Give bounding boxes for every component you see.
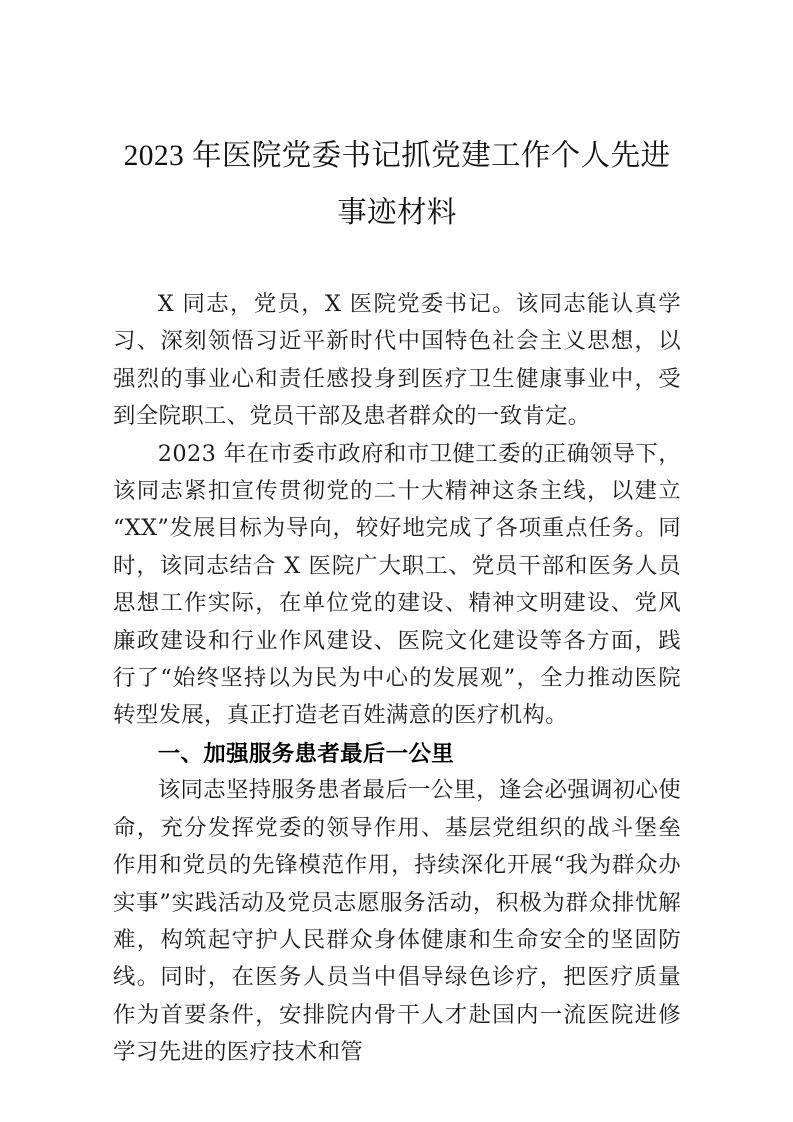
paragraph-intro: X 同志，党员，X 医院党委书记。该同志能认真学习、深刻领悟习近平新时代中国特色社会主义思想，以强烈的事业心和责任感投身到医疗卫生健康事业中，受到全院职工、党员干部及患者群众的一致肯定。 [113,291,681,430]
page-title: 2023 年医院党委书记抓党建工作个人先进事迹材料 [123,140,671,229]
section-heading-one: 一、加强服务患者最后一公里 [157,740,455,766]
paragraph-overview: 2023 年在市委市政府和市卫健工委的正确领导下，该同志紧扣宣传贯彻党的二十大精神这条主线，以建立“XX”发展目标为导向，较好地完成了各项重点任务。同时，该同志结合 X 医院广大职工、党员干部和医务人员思想工作实际，在单位党的建设、精神文明建设、党风廉政建设和行业作风建设、医院文化建设等各方面，践行了“始终坚持以为民为中心的发展观”，全力推动医院转型发展，真正打造老百姓满意的医疗机构。 [113,440,681,729]
document-body [113,0,681,1072]
paragraph-section-one-wrap [113,772,681,1071]
paragraph-section-one: 该同志坚持服务患者最后一公里，逢会必强调初心使命，充分发挥党委的领导作用、基层党组织的战斗堡垒作用和党员的先锋模范作用，持续深化开展“我为群众办实事”实践活动及党员志愿服务活动，积极为群众排忧解难，构筑起守护人民群众身体健康和生命安全的坚固防线。同时，在医务人员当中倡导绿色诊疗，把医疗质量作为首要条件，安排院内骨干人才赴国内一流医院进修学习先进的医疗技术和管 [113,777,681,1066]
title-spacer [113,242,681,286]
